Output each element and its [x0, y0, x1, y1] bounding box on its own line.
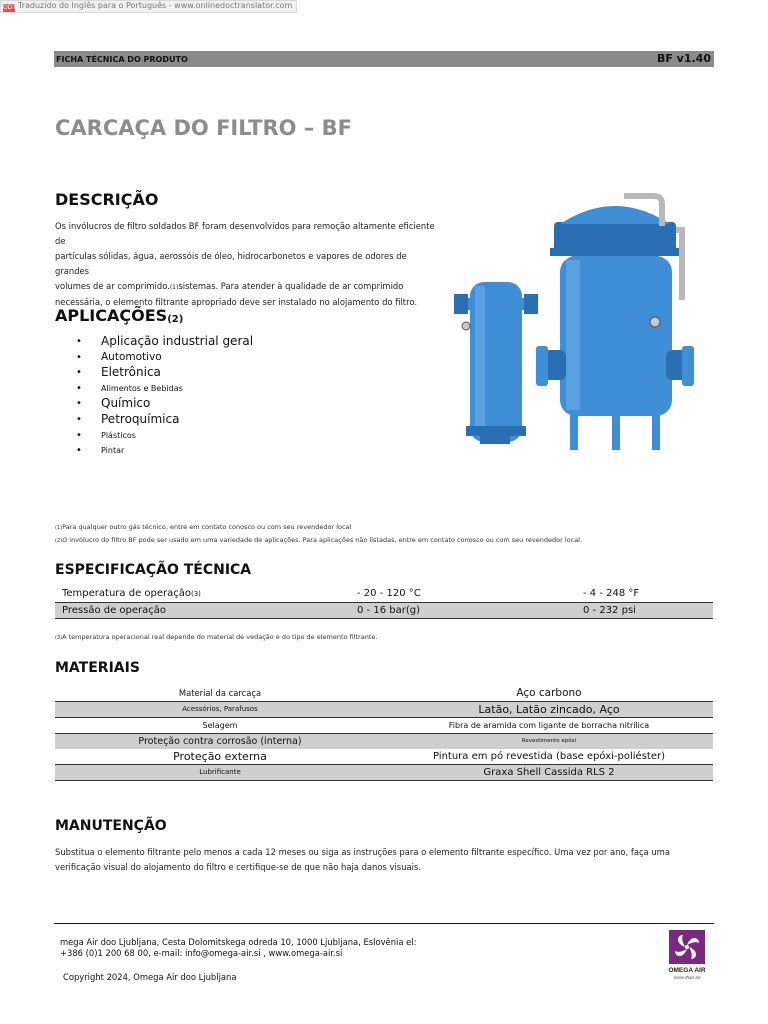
- table-row: [55, 718, 713, 733]
- material-value: Revestimento epóxi: [521, 738, 577, 744]
- table-row: [55, 686, 713, 701]
- table-row: [55, 733, 713, 749]
- list-item: • Pintar: [76, 443, 253, 459]
- list-item: • Eletrônica: [76, 365, 253, 381]
- material-key: Selagem: [202, 721, 238, 730]
- material-key: Lubrificante: [199, 768, 241, 776]
- description-line: necessária, o elemento filtrante apropriado deve ser instalado no alojamento do filtro.: [55, 297, 417, 307]
- description-line-part: volumes de ar comprimido.: [55, 281, 170, 291]
- list-item: • Plásticos: [76, 428, 253, 444]
- large-filter-housing: [536, 196, 694, 450]
- table-row: [55, 764, 713, 781]
- footnote: [55, 523, 351, 531]
- description-line: Os invólucros de filtro soldados BF foram desenvolvidos para remoção altamente eficiente de: [55, 221, 435, 246]
- list-item: • Petroquímica: [76, 412, 253, 428]
- footnote-number: (2): [55, 538, 63, 544]
- table-row: [55, 586, 713, 602]
- material-value: Graxa Shell Cassida RLS 2: [483, 767, 615, 778]
- spec-heading: ESPECIFICAÇÃO TÉCNICA: [55, 562, 252, 578]
- description-line-part: sistemas. Para atender à qualidade de ar comprimido: [178, 281, 404, 291]
- footer-copyright: Copyright 2024, Omega Air doo Ljubljana: [63, 972, 237, 982]
- footnote-number: (3): [55, 635, 63, 641]
- spec-metric: - 20 - 120 °C: [357, 588, 421, 599]
- applications-footnote-ref: (2): [167, 314, 184, 325]
- description-text: [55, 219, 435, 310]
- spec-table: [55, 586, 713, 619]
- applications-heading-text: APLICAÇÕES: [55, 306, 168, 325]
- logo-name: OMEGA AIR: [668, 967, 706, 974]
- footer-contact-line: +386 (0)1 200 68 00, e-mail: info@omega-air.si , www.omega-air.si: [60, 948, 343, 958]
- version-label: BF v1.40: [656, 52, 711, 65]
- footnote-text: O invólucro do filtro BF pode ser usado em uma variedade de aplicações. Para aplicações não listadas, entre em contato conosco ou com seu revendedor local.: [62, 536, 583, 544]
- materials-table: [55, 686, 713, 781]
- spec-imperial: 0 - 232 psi: [583, 605, 636, 616]
- page-title: CARCAÇA DO FILTRO – BF: [55, 116, 352, 140]
- translator-banner-text: Traduzido do Inglês para o Português - www.onlinedoctranslator.com: [18, 1, 293, 10]
- material-value: Aço carbono: [516, 687, 582, 699]
- applications-heading: [55, 306, 183, 325]
- material-key: Acessórios, Parafusos: [182, 705, 258, 713]
- footnote-number: (1): [55, 525, 63, 531]
- footnote: [55, 536, 582, 544]
- material-key: Proteção contra corrosão (interna): [138, 736, 302, 747]
- description-footnote-ref: (1): [169, 284, 179, 291]
- small-filter-housing: [454, 282, 538, 444]
- table-row: [55, 749, 713, 764]
- spec-label: [62, 586, 201, 602]
- footer-address-line: mega Air doo Ljubljana, Cesta Dolomitskega odreda 10, 1000 Ljubljana, Eslovênia el:: [60, 937, 417, 947]
- footer-divider: [54, 923, 714, 924]
- header-label: FICHA TÉCNICA DO PRODUTO: [56, 55, 188, 64]
- applications-list: [76, 334, 253, 459]
- footnote-text: A temperatura operacional real depende do material de vedação e do tipo de elemento filtrante.: [62, 633, 378, 641]
- description-line: partículas sólidas, água, aerossóis de óleo, hidrocarbonetos e vapores de odores de grandes: [55, 251, 407, 276]
- list-item: • Alimentos e Bebidas: [76, 381, 253, 397]
- material-value: Latão, Latão zincado, Aço: [478, 703, 620, 716]
- maintenance-line: Substitua o elemento filtrante pelo menos a cada 12 meses ou siga as instruções para o elemento filtrante específico. Uma vez por ano, faça uma: [55, 847, 670, 857]
- logo-tagline: more than air: [673, 975, 701, 980]
- material-key: Proteção externa: [173, 750, 267, 763]
- table-row: [55, 602, 713, 619]
- omega-air-logo-icon: [667, 930, 707, 982]
- footer-address: [60, 937, 416, 959]
- footnote-text: Para qualquer outro gás técnico, entre em contato conosco ou com seu revendedor local: [62, 523, 352, 531]
- materials-heading: MATERIAIS: [55, 660, 140, 676]
- maintenance-line: verificação visual do alojamento do filtro e certifique-se de que não haja danos visuais.: [55, 862, 421, 872]
- maintenance-text: [55, 845, 715, 875]
- header-bar: [54, 51, 714, 67]
- spec-footnote-ref: (3): [191, 590, 201, 598]
- translator-icon: ODT: [3, 4, 17, 11]
- material-key: Material da carcaça: [178, 688, 262, 698]
- maintenance-heading: MANUTENÇÃO: [55, 818, 167, 834]
- list-item: • Aplicação industrial geral: [76, 334, 253, 350]
- spec-label: Pressão de operação: [62, 605, 167, 616]
- spec-footnote: [55, 633, 377, 641]
- description-heading: DESCRIÇÃO: [55, 190, 159, 209]
- omega-air-logo: [667, 930, 707, 982]
- description-line: [55, 279, 435, 295]
- material-value: Pintura em pó revestida (base epóxi-poliéster): [432, 751, 665, 762]
- spec-imperial: - 4 - 248 °F: [583, 588, 640, 599]
- translator-banner[interactable]: [0, 0, 297, 13]
- list-item: • Automotivo: [76, 350, 253, 366]
- list-item: • Químico: [76, 396, 253, 412]
- spec-label-text: Temperatura de operação: [62, 588, 191, 599]
- filter-housing-image: [440, 190, 700, 460]
- material-value: Fibra de aramida com ligante de borracha nitrílica: [448, 721, 650, 730]
- table-row: [55, 701, 713, 718]
- spec-metric: 0 - 16 bar(g): [357, 605, 420, 616]
